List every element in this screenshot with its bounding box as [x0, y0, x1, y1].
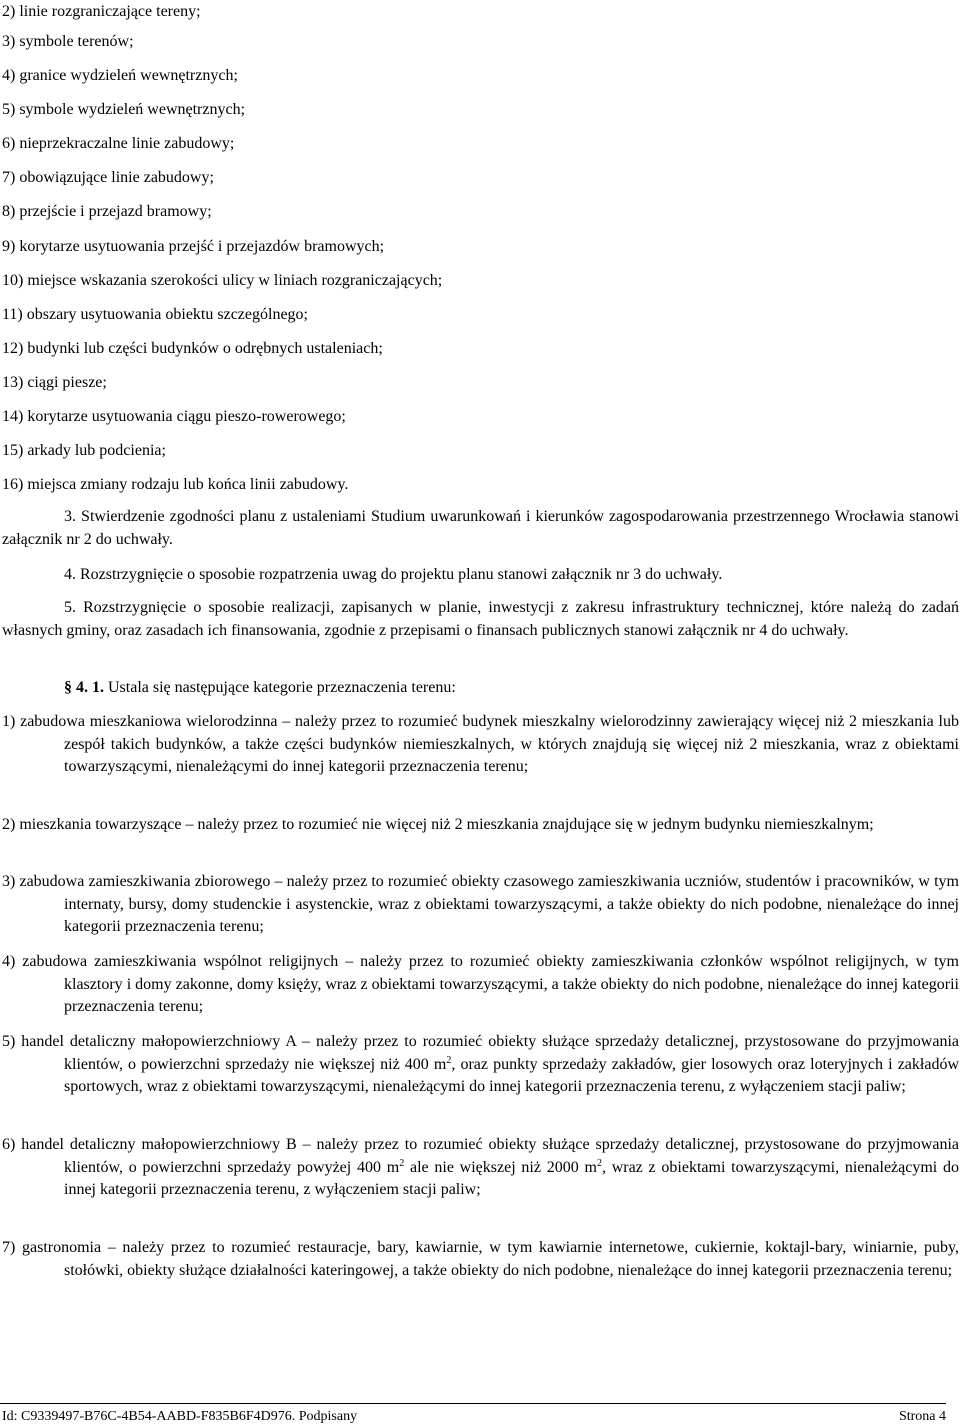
list-item: 9) korytarze usytuowania przejść i przejazdów bramowych;: [2, 237, 385, 255]
superscript: 2: [399, 1157, 405, 1169]
list-item: 16) miejsca zmiany rodzaju lub końca linii zabudowy.: [2, 476, 349, 494]
section-number: § 4. 1.: [64, 679, 104, 696]
category-5-text-b: , oraz punkty sprzedaży zakładów, gier losowych oraz loteryjnych i zakładów sportowych, wraz z obiektami towarzyszącymi, nienależącymi do innej kategorii przeznaczenia terenu, z wyłączeniem stacji paliw;: [64, 1055, 959, 1096]
list-item: 2) linie rozgraniczające tereny;: [2, 3, 201, 20]
list-item: 4) granice wydzieleń wewnętrznych;: [2, 67, 238, 85]
section-text: Ustala się następujące kategorie przeznaczenia terenu:: [104, 679, 456, 696]
list-item: 8) przejście i przejazd bramowy;: [2, 203, 212, 221]
map-legend-list: [2, 0, 942, 502]
page-footer: [2, 1409, 946, 1425]
category-item-2: 2) mieszkania towarzyszące – należy przez to rozumieć nie więcej niż 2 mieszkania znajdujące się w jednym budynku niemieszkalnym;: [2, 816, 874, 833]
list-item: 15) arkady lub podcienia;: [2, 442, 166, 460]
list-item: 13) ciągi piesze;: [2, 373, 107, 391]
list-item: 5) symbole wydzieleń wewnętrznych;: [2, 101, 246, 119]
paragraph-3: 3. Stwierdzenie zgodności planu z ustaleniami Studium uwarunkowań i kierunków zagospodarowania przestrzennego Wrocławia stanowi załącznik nr 2 do uchwały.: [2, 508, 959, 548]
section-4-heading: [2, 677, 959, 700]
list-item: 6) nieprzekraczalne linie zabudowy;: [2, 135, 235, 153]
page-number: Strona 4: [898, 1409, 946, 1424]
paragraph-5: 5. Rozstrzygnięcie o sposobie realizacji, zapisanych w planie, inwestycji z zakresu infrastruktury technicznej, które należą do zadań własnych gminy, oraz zasadach ich finansowania, zgodnie z przepisami o finansach publicznych stanowi załącznik nr 4 do uchwały.: [2, 599, 959, 639]
category-item-7: 7) gastronomia – należy przez to rozumieć restauracje, bary, kawiarnie, w tym kawiarnie internetowe, cukiernie, koktajl-bary, winiarnie, puby, stołówki, obiekty służące działalności kateringowej, a także obiekty do nich podobne, nienależące do innej kategorii przeznaczenia terenu;: [2, 1239, 959, 1279]
superscript: 2: [596, 1157, 602, 1169]
category-6-text-a: 6) handel detaliczny małopowierzchniowy B – należy przez to rozumieć obiekty służące sprzedaży detalicznej, przystosowane do przyjmowania klientów, o powierzchni sprzedaży powyżej 400 m: [2, 1136, 959, 1176]
category-item-6: [2, 1134, 959, 1202]
list-item: 10) miejsce wskazania szerokości ulicy w liniach rozgraniczających;: [2, 271, 443, 289]
category-6-text-b: ale nie większej niż 2000 m: [404, 1158, 597, 1176]
list-item: 14) korytarze usytuowania ciągu pieszo-rowerowego;: [2, 408, 346, 426]
list-item: 12) budynki lub części budynków o odrębnych ustaleniach;: [2, 339, 383, 357]
superscript: 2: [446, 1054, 452, 1066]
category-item-3: 3) zabudowa zamieszkiwania zbiorowego – należy przez to rozumieć obiekty czasowego zamieszkiwania uczniów, studentów i pracowników, w tym internaty, bursy, domy studenckie i asystenckie, wraz z obiektami towarzyszącymi, a także obiekty do nich podobne, nienależące do innej kategorii przeznaczenia terenu;: [2, 873, 959, 936]
category-item-4: 4) zabudowa zamieszkiwania wspólnot religijnych – należy przez to rozumieć obiekty zamieszkiwania członków wspólnot religijnych, w tym klasztory i domy zakonne, domy księży, wraz z obiektami towarzyszącymi, a także obiekty do nich podobne, nienależące do innej kategorii przeznaczenia terenu;: [2, 953, 959, 1016]
category-5-text-a: 5) handel detaliczny małopowierzchniowy A – należy przez to rozumieć obiekty służące sprzedaży detalicznej, przystosowane do przyjmowania klientów, o powierzchni sprzedaży nie większej niż 400 m: [2, 1033, 959, 1073]
category-item-5: [2, 1031, 959, 1099]
category-6-text-c: , wraz z obiektami towarzyszącymi, nienależącymi do innej kategorii przeznaczenia terenu, z wyłączeniem stacji paliw;: [64, 1158, 960, 1199]
category-item-1: 1) zabudowa mieszkaniowa wielorodzinna – należy przez to rozumieć budynek mieszkalny wielorodzinny zawierający więcej niż 2 mieszkania lub zespół takich budynków, a także części budynków niemieszkalnych, w których znajdują się więcej niż 2 mieszkania, wraz z obiektami towarzyszącymi, nienależącymi do innej kategorii przeznaczenia terenu;: [2, 713, 959, 776]
list-item: 3) symbole terenów;: [2, 33, 134, 50]
footer-divider: [0, 1403, 946, 1404]
paragraph-4: 4. Rozstrzygnięcie o sposobie rozpatrzenia uwag do projektu planu stanowi załącznik nr 3 do uchwały.: [64, 566, 723, 583]
list-item: 7) obowiązujące linie zabudowy;: [2, 169, 214, 187]
list-item: 11) obszary usytuowania obiektu szczególnego;: [2, 305, 308, 323]
document-id: Id: C9339497-B76C-4B54-AABD-F835B6F4D976. Podpisany: [2, 1409, 358, 1424]
